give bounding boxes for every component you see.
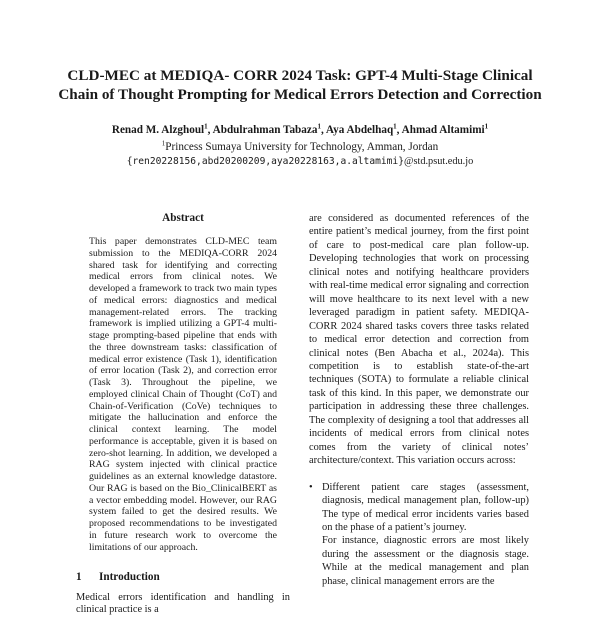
bullet-text: Different patient care stages (assessment, diagnosis, medical management plan, follow-up) The type of medical error incidents varies based on the phase of a patient’s journey. [322, 481, 529, 533]
author-affil-mark: 1 [204, 122, 208, 131]
title-line-1: CLD-MEC at MEDIQA- CORR 2024 Task: GPT-4 Multi-Stage Clinical [67, 67, 533, 84]
bullet-text-continued: For instance, diagnostic errors are most likely during the assessment or the diagnosis stage. While at the medical management and plan phase, clinical management errors are the [322, 535, 529, 587]
abstract-heading: Abstract [162, 212, 204, 224]
left-column [76, 211, 290, 617]
author-name: Aya Abdelhaq [325, 124, 394, 136]
affiliation [40, 140, 560, 155]
right-column [309, 212, 529, 588]
introduction-text: Medical errors identification and handling in clinical practice is a [76, 592, 290, 616]
section-number: 1 [76, 571, 82, 584]
email-usernames: {ren20228156,abd20200209,aya20228163,a.altamimi} [126, 156, 404, 167]
author-affil-mark: 1 [393, 122, 397, 131]
affiliation-text: Princess Sumaya University for Technology, Amman, Jordan [165, 141, 439, 153]
section-title: Introduction [99, 571, 160, 584]
paper-title [40, 66, 560, 104]
author-affil-mark: 1 [484, 122, 489, 131]
section-heading-introduction [76, 570, 290, 584]
author-list: Renad M. Alzghoul$^1$, Abdulrahman Tabaza$^1$, Aya Abdelhaq$^1$, Ahmad Altamimi$^1$ [111, 122, 489, 136]
author-name: Abdulrahman Tabaza [212, 124, 318, 136]
body-paragraph: are considered as documented references of the entire patient’s medical journey, from the first point of care to post-medical care plan follow-up. Developing technologies that work on processing clinical notes and notifying healthcare providers with real-time medical error signaling and correction will move healthcare to its next level with a new leveraged paradigm in patient safety. MEDIQA-CORR 2024 shared tasks covers three tasks related to medical error detection and correction from clinical notes (Ben Abacha et al., 2024a). This competition is to establish state-of-the-art techniques (SOTA) to formulate a reliable clinical task of this kind. In this paper, we demonstrate our participation in addressing these three challenges. The complexity of designing a tool that addresses all incidents of medical errors from clinical notes comes from the variety of clinical notes’ architecture/context. This variation occurs across: [309, 213, 529, 467]
author-name: Renad M. Alzghoul [111, 124, 205, 136]
title-line-2: Chain of Thought Prompting for Medical Errors Detection and Correction [58, 86, 542, 103]
abstract-text: This paper demonstrates CLD-MEC team submission to the MEDIQA-CORR 2024 shared task for identifying and correcting medical errors from clinical notes. We developed a framework to track two main types of medical errors: diagnostics and medical management-related errors. The tracking framework is implied utilizing a GPT-4 multi-stage prompting-based pipeline that ends with the three downstream tasks: classification of medical error existence (Task 1), identification of error location (Task 2), and correction error (Task 3). Throughout the pipeline, we employed clinical Chain of Thought (CoT) and Chain-of-Verification (CoVe) techniques to mitigate the hallucination and enforce the clinical context learning. The model performance is acceptable, given it is based on zero-shot learning. In addition, we developed a RAG system injected with clinical practice guidelines as an external knowledge datastore. Our RAG is based on the Bio_ClinicalBERT as a vector embedding model. However, our RAG system failed to get the desired results. We proposed recommendations to be investigated in future research work to overcome the limitations of our approach. [89, 236, 277, 553]
author-affil-mark: 1 [317, 122, 321, 131]
author-name: Ahmad Altamimi [401, 124, 485, 136]
author-emails [40, 154, 560, 169]
bullet-item [309, 481, 529, 589]
affiliation-mark: 1 [161, 139, 166, 148]
email-domain: @std.psut.edu.jo [403, 156, 474, 167]
bullet-symbol: • [309, 481, 313, 493]
